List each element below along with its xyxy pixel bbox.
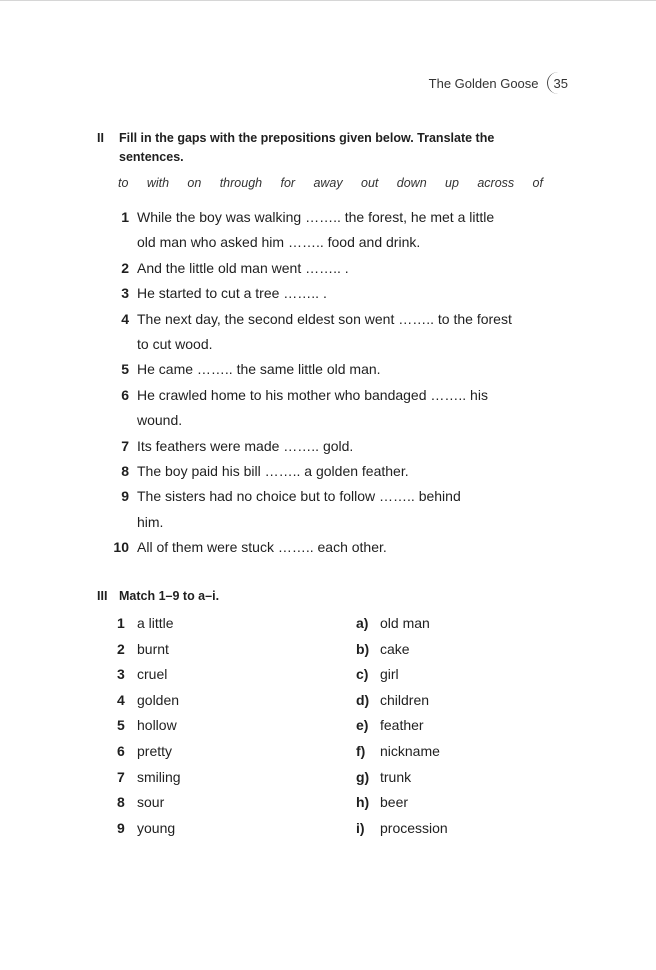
item-text: wound. xyxy=(137,412,183,429)
match-item-right xyxy=(356,611,656,637)
item-number: 8 xyxy=(121,463,129,480)
preposition-word: for xyxy=(280,176,296,190)
item-text: old man who asked him …….. food and drink. xyxy=(137,234,421,251)
match-text: beer xyxy=(380,794,409,811)
match-key: 7 xyxy=(117,768,125,785)
section-instruction: Fill in the gaps with the prepositions given below. Translate the sentences. xyxy=(119,131,495,164)
match-key: 6 xyxy=(117,742,125,759)
match-text: children xyxy=(380,691,430,708)
gap-item-line xyxy=(108,484,548,509)
book-title: The Golden Goose xyxy=(428,76,539,91)
item-text: He started to cut a tree …….. . xyxy=(137,285,327,302)
match-key: 5 xyxy=(117,717,125,734)
match-text: procession xyxy=(380,819,448,836)
preposition-word: down xyxy=(396,176,427,190)
match-item-right xyxy=(356,765,656,791)
match-key: 2 xyxy=(117,640,125,657)
match-text: feather xyxy=(380,717,424,734)
gap-item-line xyxy=(108,256,548,281)
preposition-word: out xyxy=(361,176,379,190)
item-number: 6 xyxy=(121,386,129,403)
match-item-right xyxy=(356,637,656,663)
preposition-word: to xyxy=(118,176,129,190)
page-number: 35 xyxy=(547,76,568,91)
match-key: a) xyxy=(356,615,369,631)
item-number: 1 xyxy=(121,209,129,225)
item-number: 4 xyxy=(121,310,129,327)
item-text: The boy paid his bill …….. a golden feather. xyxy=(137,463,409,480)
preposition-word: with xyxy=(146,176,170,190)
item-number: 3 xyxy=(121,285,129,302)
section-instruction: Match 1–9 to a–i. xyxy=(119,589,220,603)
match-key: e) xyxy=(356,717,369,734)
match-item-right xyxy=(356,790,656,816)
match-item-right xyxy=(356,816,656,842)
preposition-word: away xyxy=(313,176,343,190)
item-text: him. xyxy=(137,513,164,530)
item-number xyxy=(108,230,137,255)
match-text: nickname xyxy=(380,742,440,759)
gap-item-line xyxy=(108,332,548,357)
match-text: girl xyxy=(380,666,399,683)
item-number xyxy=(108,408,137,433)
match-text: hollow xyxy=(137,717,177,734)
item-text: to cut wood. xyxy=(137,336,213,353)
preposition-word: on xyxy=(187,176,202,190)
match-text: old man xyxy=(380,615,430,631)
section-numeral: II xyxy=(97,131,104,145)
match-item-right xyxy=(356,713,656,739)
gap-item-line xyxy=(108,434,548,459)
item-number: 9 xyxy=(121,488,129,505)
match-item-right xyxy=(356,662,656,688)
match-item-right xyxy=(356,688,656,714)
item-number xyxy=(108,510,137,535)
match-key: 1 xyxy=(117,615,125,631)
preposition-word: up xyxy=(445,176,459,190)
gap-item-line xyxy=(108,230,548,255)
word-bank xyxy=(118,176,543,190)
gap-item-line xyxy=(108,357,548,382)
match-text: young xyxy=(137,819,176,836)
section-numeral: III xyxy=(97,589,108,603)
item-text: While the boy was walking …….. the forest, he met a little xyxy=(137,209,495,225)
match-text: burnt xyxy=(137,640,169,657)
match-key: 3 xyxy=(117,666,125,683)
preposition-word: across xyxy=(477,176,515,190)
item-number xyxy=(108,332,137,357)
match-text: cruel xyxy=(137,666,168,683)
match-text: cake xyxy=(380,640,410,657)
item-text: He came …….. the same little old man. xyxy=(137,361,381,378)
top-rule xyxy=(0,0,656,1)
match-key: 4 xyxy=(117,691,125,708)
match-right-column xyxy=(356,611,656,841)
gap-item-line xyxy=(108,459,548,484)
item-text: Its feathers were made …….. gold. xyxy=(137,437,354,454)
match-key: h) xyxy=(356,794,370,811)
gap-item-line xyxy=(108,510,548,535)
match-key: i) xyxy=(356,819,365,836)
section-3-heading xyxy=(97,587,557,606)
match-text: smiling xyxy=(137,768,181,785)
match-key: 9 xyxy=(117,819,125,836)
item-number: 7 xyxy=(121,437,129,454)
item-text: And the little old man went …….. . xyxy=(137,259,349,276)
gap-item-line xyxy=(108,205,548,230)
running-header xyxy=(429,76,568,91)
match-text: pretty xyxy=(137,742,173,759)
gap-item-line xyxy=(108,408,548,433)
match-key: c) xyxy=(356,666,369,683)
item-text: The next day, the second eldest son went …….. to the forest xyxy=(137,310,512,327)
match-text: a little xyxy=(137,615,174,631)
match-key: 8 xyxy=(117,794,125,811)
item-text: He crawled home to his mother who bandaged …….. his xyxy=(137,386,488,403)
item-text: The sisters had no choice but to follow …….. behind xyxy=(137,488,461,505)
gap-item-line xyxy=(108,383,548,408)
item-number: 5 xyxy=(121,361,129,378)
item-text: All of them were stuck …….. each other. xyxy=(137,539,387,556)
preposition-word: of xyxy=(532,176,543,190)
section-2-heading xyxy=(97,129,557,167)
match-key: f) xyxy=(356,742,366,759)
gap-item-line xyxy=(108,307,548,332)
gap-item-line xyxy=(108,535,548,560)
item-number: 2 xyxy=(121,259,129,276)
match-item-right xyxy=(356,739,656,765)
item-number: 10 xyxy=(113,539,129,556)
match-key: b) xyxy=(356,640,370,657)
match-key: g) xyxy=(356,768,370,785)
match-text: golden xyxy=(137,691,180,708)
gap-fill-list xyxy=(108,205,548,561)
preposition-word: through xyxy=(219,176,263,190)
match-key: d) xyxy=(356,691,370,708)
match-text: trunk xyxy=(380,768,412,785)
gap-item-line xyxy=(108,281,548,306)
match-text: sour xyxy=(137,794,165,811)
